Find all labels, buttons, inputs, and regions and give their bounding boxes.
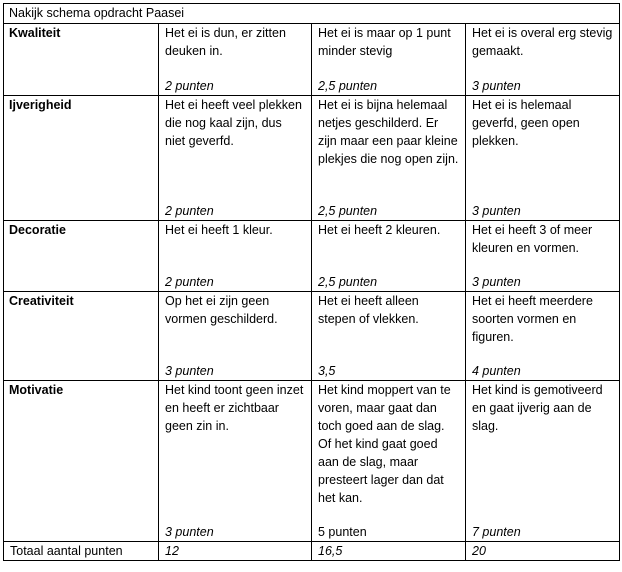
level-points: 2 punten [165,204,214,218]
table-row [4,221,620,292]
total-value: 12 [159,542,312,561]
totals-label: Totaal aantal punten [4,542,159,561]
level-points: 3 punten [165,525,214,539]
totals-row [4,542,620,561]
criterion-label: Creativiteit [4,292,159,381]
level-cell [466,221,620,292]
level-points: 3 punten [165,364,214,378]
table-row [4,96,620,221]
level-cell [159,96,312,221]
level-cell [159,221,312,292]
level-points: 7 punten [472,525,521,539]
level-cell [466,292,620,381]
table-row [4,24,620,96]
level-points: 2 punten [165,79,214,93]
level-cell [159,381,312,542]
level-description: Het ei is maar op 1 punt minder stevig [318,26,451,58]
rubric-title: Nakijk schema opdracht Paasei [4,4,620,24]
level-description: Het ei is dun, er zitten deuken in. [165,26,286,58]
total-value: 16,5 [312,542,466,561]
level-description: Het kind is gemotiveerd en gaat ijverig aan de slag. [472,383,603,433]
level-points: 4 punten [472,364,521,378]
level-description: Het ei heeft meerdere soorten vormen en figuren. [472,294,593,344]
level-cell [159,292,312,381]
level-points: 3,5 [318,364,336,378]
level-cell [466,96,620,221]
level-description: Het ei is bijna helemaal netjes geschilderd. Er zijn maar een paar kleine plekjes die nog open zijn. [318,98,459,166]
level-cell [466,381,620,542]
level-description: Het kind toont geen inzet en heeft er zichtbaar geen zin in. [165,383,304,433]
level-points: 2,5 punten [318,79,378,93]
level-points: 5 punten [318,525,367,539]
level-description: Op het ei zijn geen vormen geschilderd. [165,294,278,326]
level-description: Het ei heeft veel plekken die nog kaal zijn, dus niet geverfd. [165,98,302,148]
level-description: Het ei is helemaal geverfd, geen open plekken. [472,98,580,148]
total-value: 20 [466,542,620,561]
criterion-label: Ijverigheid [4,96,159,221]
level-points: 3 punten [472,204,521,218]
level-description: Het ei heeft 1 kleur. [165,223,273,237]
criterion-label: Motivatie [4,381,159,542]
level-cell [312,96,466,221]
level-points: 3 punten [472,79,521,93]
criterion-label: Decoratie [4,221,159,292]
level-description: Het ei heeft alleen stepen of vlekken. [318,294,419,326]
level-description: Het kind moppert van te voren, maar gaat dan toch goed aan de slag. Of het kind gaat goed aan de slag, maar presteert lager dan dat het kan. [318,383,451,505]
level-points: 2,5 punten [318,204,378,218]
title-row [4,4,620,24]
table-row [4,381,620,542]
rubric-table [3,3,620,561]
level-description: Het ei heeft 3 of meer kleuren en vormen. [472,223,593,255]
level-cell [312,381,466,542]
level-points: 2 punten [165,275,214,289]
level-points: 3 punten [472,275,521,289]
criterion-label: Kwaliteit [4,24,159,96]
level-cell [312,292,466,381]
level-points: 2,5 punten [318,275,378,289]
level-cell [466,24,620,96]
level-cell [312,221,466,292]
table-row [4,292,620,381]
level-description: Het ei heeft 2 kleuren. [318,223,441,237]
level-cell [159,24,312,96]
level-cell [312,24,466,96]
level-description: Het ei is overal erg stevig gemaakt. [472,26,613,58]
